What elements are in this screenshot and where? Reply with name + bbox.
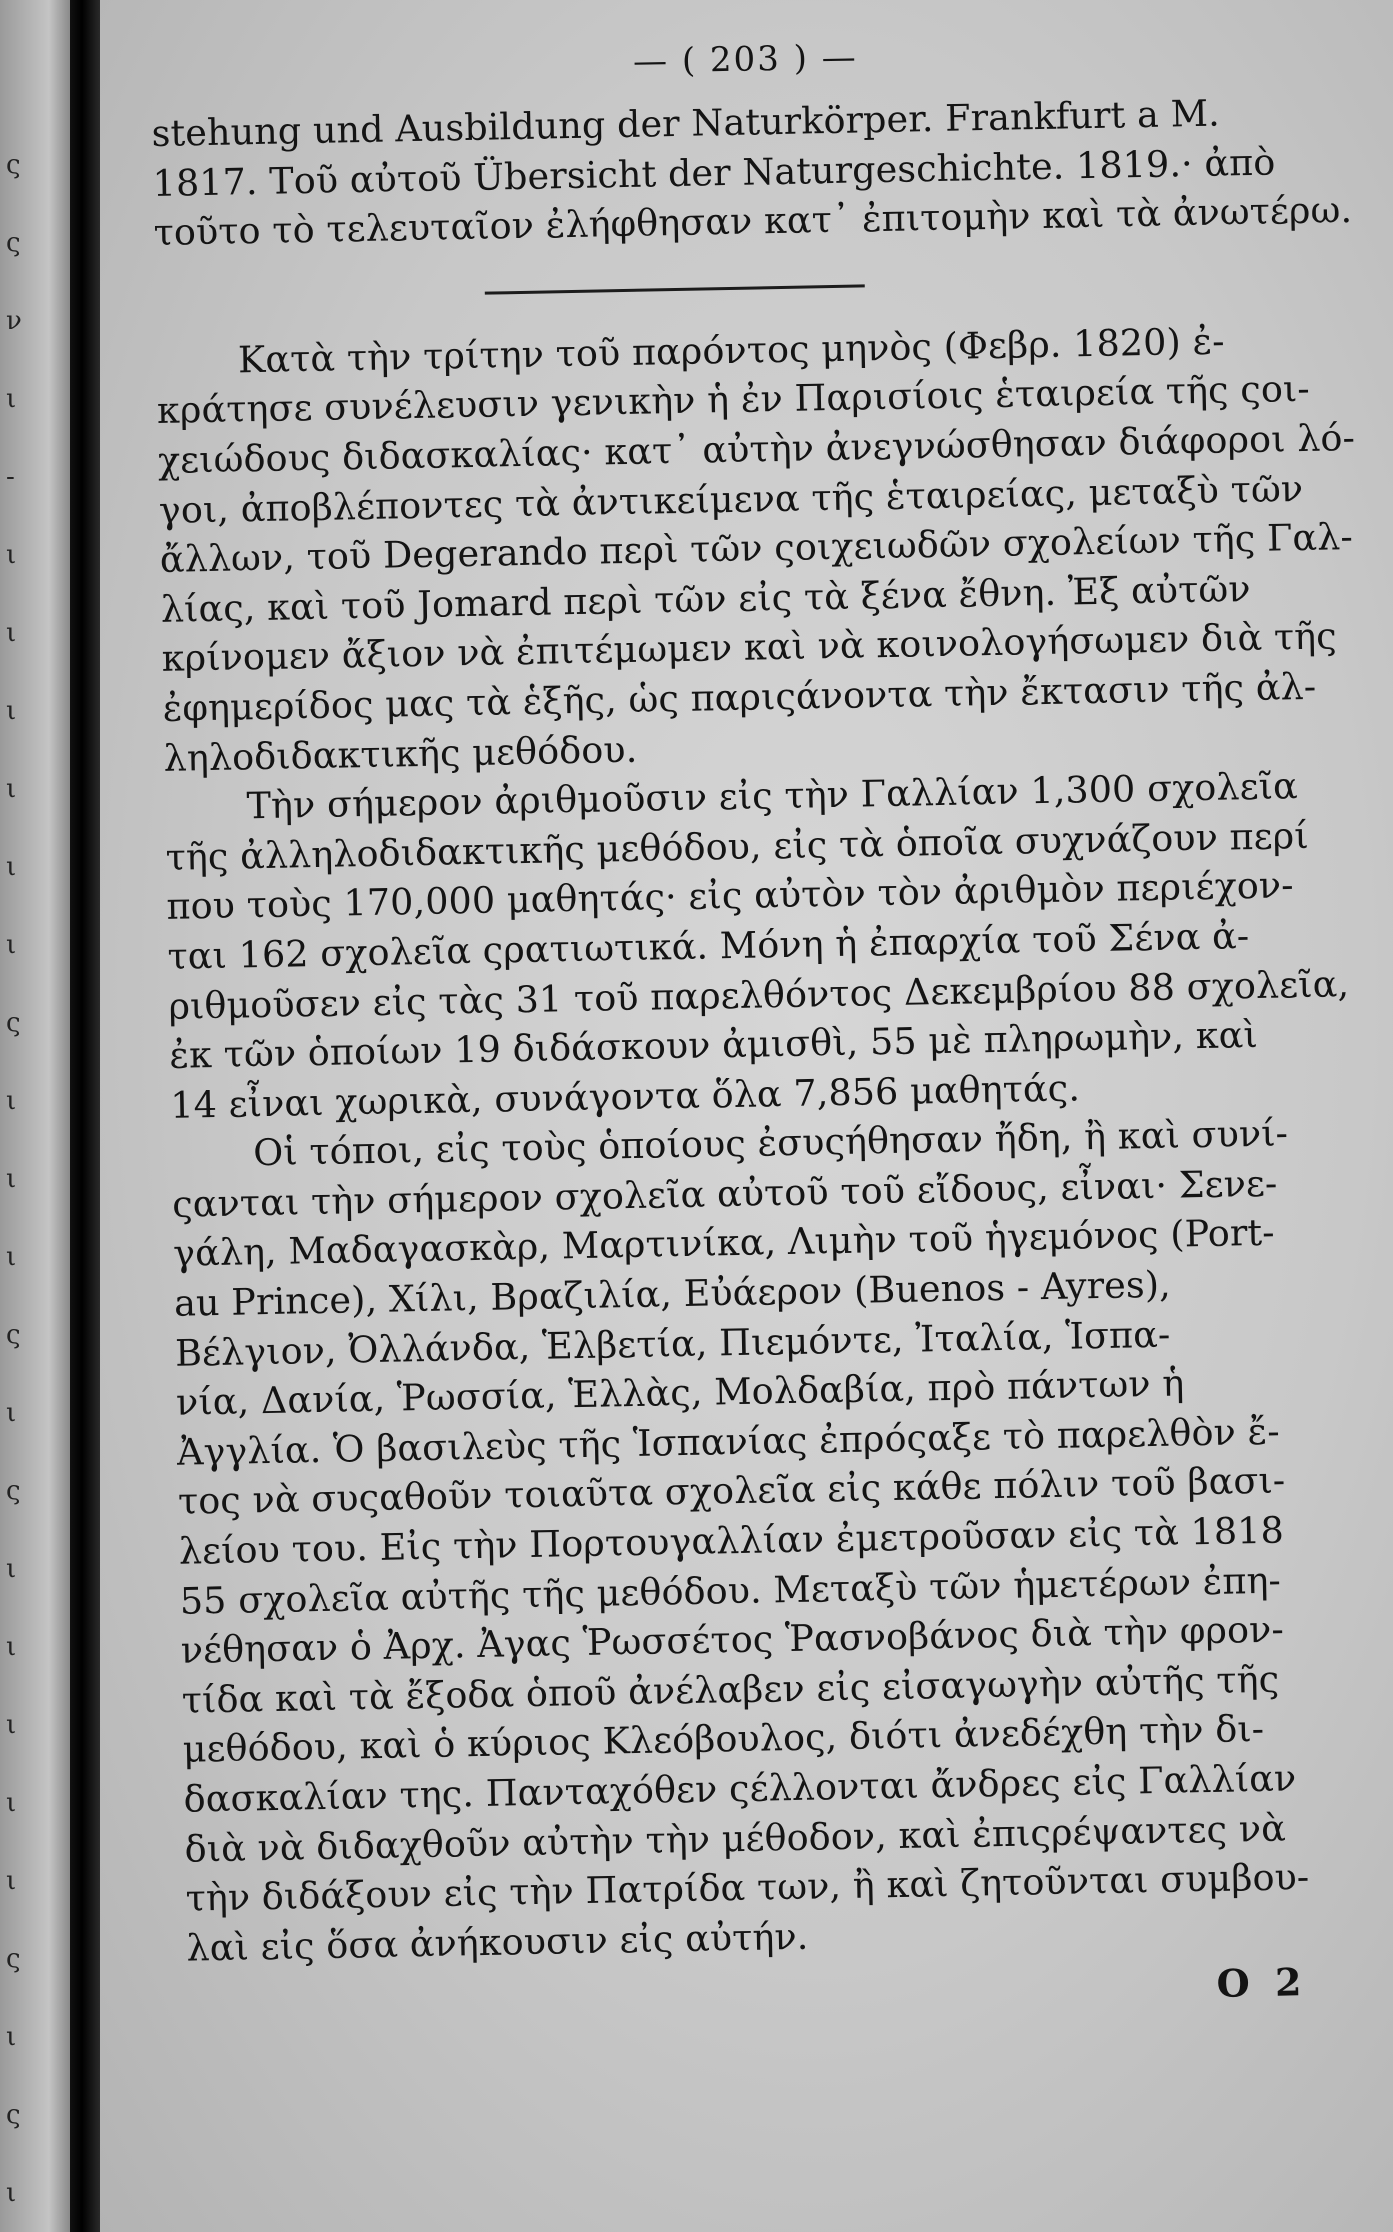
text-line: au Prince), Χίλι, Βραζιλία, Εὐάερον (Buenos - Ayres),: [173, 1262, 1172, 1325]
text-line: Κατὰ τὴν τρίτην τοῦ παρόντος μηνὸς (Φεβρ. 1820) ἐ-: [237, 319, 1226, 382]
paragraph-statistics: [164, 761, 1350, 1130]
previous-page-mark: ι: [6, 384, 17, 414]
text-line: ςανται τὴν σήμερον σχολεῖα αὐτοῦ τοῦ εἴδους, εἶναι· Σενε-: [171, 1161, 1278, 1226]
previous-page-mark: ι: [6, 696, 17, 726]
previous-page-mark: ς: [6, 150, 21, 180]
previous-page-mark: ι: [6, 2022, 17, 2052]
text-line: νέθησαν ὁ Ἀρχ. Ἀγας Ῥωσσέτος Ῥασνοβάνος διὰ τὴν φρον-: [180, 1607, 1285, 1672]
paragraph-meeting: [156, 315, 1356, 783]
book-page: [100, 0, 1393, 2232]
text-line: Βέλγιον, Ὀλλάνδα, Ἑλβετία, Πιεμόντε, Ἰταλία, Ἱσπα-: [174, 1312, 1171, 1375]
previous-page-mark: ι: [6, 1164, 17, 1194]
previous-page-mark: ς: [6, 1008, 21, 1038]
paragraph-countries: [171, 1108, 1337, 1973]
text-line: νία, Δανία, Ῥωσσία, Ἑλλὰς, Μολδαβία, πρὸ πάντων ἡ: [175, 1361, 1185, 1425]
text-line: τῆς ἀλληλοδιδακτικῆς μεθόδου, εἰς τὰ ὁποῖα συχνάζουν περί: [165, 813, 1310, 879]
text-line: διὰ νὰ διδαχθοῦν αὐτὴν τὴν μέθοδον, καὶ ἐπιςρέψαντες νὰ: [184, 1806, 1287, 1871]
previous-page-mark: ι: [6, 774, 17, 804]
text-line: κρίνομεν ἄξιον νὰ ἐπιτέμωμεν καὶ νὰ κοινολογήσωμεν διὰ τῆς: [161, 614, 1338, 681]
previous-page-mark: ν: [6, 306, 22, 336]
text-line: Οἱ τόποι, εἰς τοὺς ὁποίους ἐσυςήθησαν ἤδη, ἢ καὶ συνί-: [252, 1111, 1289, 1175]
section-divider: [485, 284, 865, 294]
previous-page-mark: ι: [6, 1086, 17, 1116]
previous-page-mark: -: [6, 462, 15, 492]
text-line: Ἀγγλία. Ὁ βασιλεὺς τῆς Ἱσπανίας ἐπρόςαξε τὸ παρελθὸν ἔ-: [176, 1409, 1281, 1474]
previous-page-mark: ι: [6, 930, 17, 960]
text-line: τος νὰ συςαθοῦν τοιαῦτα σχολεῖα εἰς κάθε πόλιν τοῦ βασι-: [177, 1458, 1286, 1524]
text-line: ληλοδιδακτικῆς μεθόδου.: [163, 727, 638, 780]
text-line: γοι, ἀποβλέποντες τὰ ἀντικείμενα τῆς ἑταιρείας, μεταξὺ τῶν: [158, 466, 1304, 532]
text-line: δασκαλίαν της. Πανταχόθεν ςέλλονται ἄνδρες εἰς Γαλλίαν: [183, 1756, 1297, 1821]
text-line: χειώδους διδασκαλίας· κατ᾽ αὐτὴν ἀνεγνώσθησαν διάφοροι λό-: [157, 415, 1356, 482]
text-line: τοῦτο τὸ τελευταῖον ἐλήφθησαν κατ᾽ ἐπιτομὴν καὶ τὰ ἀνωτέρω.: [153, 188, 1353, 255]
previous-page-mark: ι: [6, 2178, 17, 2208]
text-line: stehung und Ausbildung der Naturkörper. Frankfurt a M.: [151, 91, 1221, 156]
text-line: 55 σχολεῖα αὐτῆς τῆς μεθόδου. Μεταξὺ τῶν ἡμετέρων ἐπη-: [179, 1558, 1282, 1623]
text-line: που τοὺς 170,000 μαθητάς· εἰς αὐτὸν τὸν ἀριθμὸν περιέχον-: [166, 863, 1294, 929]
text-line: μεθόδου, καὶ ὁ κύριος Κλεόβουλος, διότι ἀνεδέχθη τὴν δι-: [182, 1707, 1265, 1772]
text-line: λαὶ εἰς ὅσα ἀνήκουσιν εἰς αὐτήν.: [186, 1914, 809, 1970]
text-line: γάλη, Μαδαγασκὰρ, Μαρτινίκα, Λιμὴν τοῦ ἡγεμόνος (Port-: [172, 1211, 1276, 1276]
text-line: 14 εἶναι χωρικὰ, συνάγοντα ὅλα 7,856 μαθητάς.: [169, 1066, 1081, 1127]
previous-page-mark: ι: [6, 1398, 17, 1428]
previous-page-mark: ι: [6, 1866, 17, 1896]
previous-page-mark: ς: [6, 228, 21, 258]
previous-page-edge: [0, 0, 70, 2232]
previous-page-mark: ι: [6, 1788, 17, 1818]
page-content: [150, 29, 1356, 2026]
previous-page-mark: ι: [6, 1554, 17, 1584]
text-line: τίδα καὶ τὰ ἔξοδα ὁποῦ ἀνέλαβεν εἰς εἰσαγωγὴν αὐτῆς τῆς: [181, 1657, 1280, 1722]
previous-page-mark: ι: [6, 618, 17, 648]
previous-page-mark: ς: [6, 1944, 21, 1974]
text-line: ται 162 σχολεῖα ςρατιωτικά. Μόνη ἡ ἐπαρχία τοῦ Σένα ἀ-: [167, 914, 1250, 978]
previous-page-mark: ι: [6, 1710, 17, 1740]
text-line: τὴν διδάξουν εἰς τὴν Πατρίδα των, ἢ καὶ ζητοῦνται συμβου-: [185, 1855, 1310, 1920]
previous-page-margin-marks: [6, 0, 46, 2232]
previous-page-mark: ς: [6, 2100, 21, 2130]
previous-page-mark: ι: [6, 540, 17, 570]
text-line: ἄλλων, τοῦ Degerando περὶ τῶν ςοιχειωδῶν σχολείων τῆς Γαλ-: [159, 515, 1354, 582]
previous-page-mark: ς: [6, 1320, 21, 1350]
text-line: Τὴν σήμερον ἀριθμοῦσιν εἰς τὴν Γαλλίαν 1,300 σχολεῖα: [246, 764, 1299, 828]
previous-page-mark: ι: [6, 852, 17, 882]
text-line: κράτησε συνέλευσιν γενικὴν ἡ ἐν Παρισίοις ἑταιρεία τῆς ςοι-: [156, 367, 1311, 433]
page-header: — ( 203 ) —: [632, 37, 859, 82]
text-line: ἐφημερίδος μας τὰ ἑξῆς, ὡς παριςάνοντα τὴν ἔκτασιν τῆς ἀλ-: [162, 664, 1317, 730]
signature-mark: O 2: [1216, 1959, 1308, 2007]
text-line: ἐκ τῶν ὁποίων 19 διδάσκουν ἀμισθὶ, 55 μὲ πληρωμὴν, καὶ: [168, 1013, 1259, 1077]
previous-page-mark: ι: [6, 1632, 17, 1662]
paragraph-citation: [151, 87, 1353, 258]
book-gutter: [70, 0, 100, 2232]
text-line: 1817. Τοῦ αὐτοῦ Übersicht der Naturgeschichte. 1819.· ἀπὸ: [152, 140, 1276, 205]
text-line: λίας, καὶ τοῦ Jomard περὶ τῶν εἰς τὰ ξένα ἔθνη. Ἐξ αὐτῶν: [160, 566, 1251, 631]
text-line: λείου του. Εἰς τὴν Πορτουγαλλίαν ἐμετροῦσαν εἰς τὰ 1818: [178, 1508, 1285, 1573]
previous-page-mark: ι: [6, 1242, 17, 1272]
previous-page-mark: ς: [6, 1476, 21, 1506]
text-line: ριθμοῦσεν εἰς τὰς 31 τοῦ παρελθόντος Δεκεμβρίου 88 σχολεῖα,: [168, 961, 1350, 1028]
